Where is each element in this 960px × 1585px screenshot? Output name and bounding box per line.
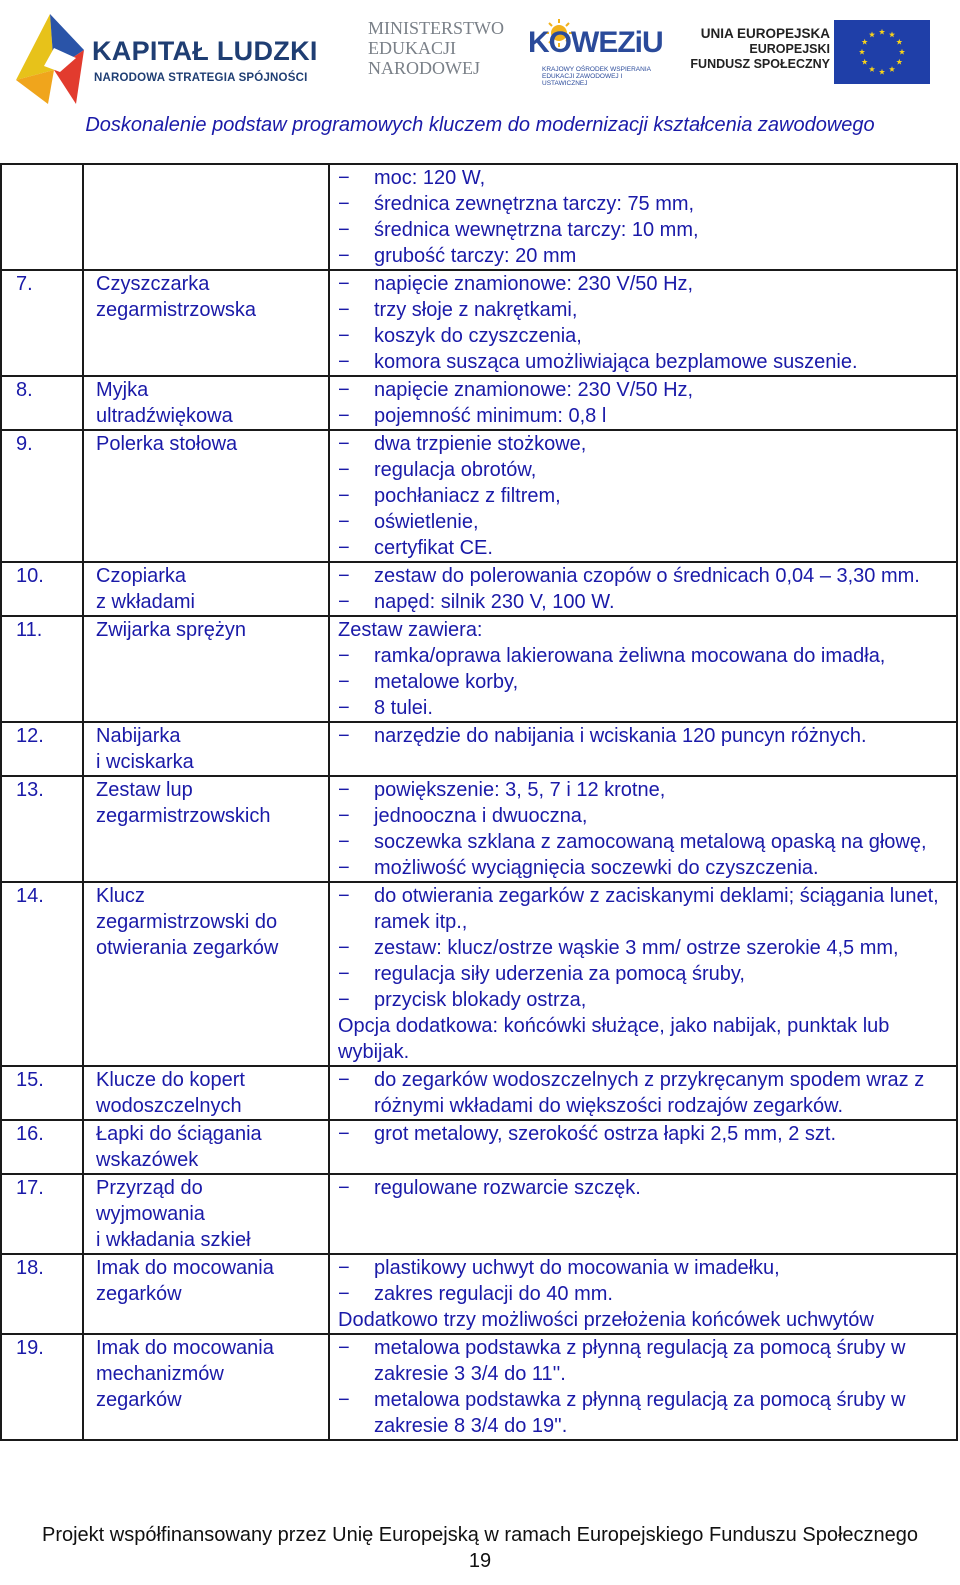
koweziu-subtitle: KRAJOWY OŚRODEK WSPIERANIA EDUKACJI ZAWODOWEJ I USTAWICZNEJ (542, 66, 651, 87)
item-name-line: Polerka stołowa (96, 433, 238, 455)
spec-text: zestaw: klucz/ostrze wąskie 3 mm/ ostrze szerokie 4,5 mm, (374, 937, 899, 959)
spec-list-item (338, 217, 950, 243)
dash-bullet: − (338, 167, 350, 189)
item-name-line: Zestaw lup (96, 779, 193, 801)
kapital-ludzki-subtitle: NARODOWA STRATEGIA SPÓJNOŚCI (94, 72, 308, 84)
spec-text: grot metalowy, szerokość ostrza łapki 2,5 mm, 2 szt. (374, 1123, 837, 1145)
item-name-cell (83, 376, 329, 430)
item-name-line: wyjmowania (96, 1203, 205, 1225)
dash-bullet: − (338, 459, 350, 481)
dash-bullet: − (338, 219, 350, 241)
page-header (0, 0, 960, 120)
item-name-line: Imak do mocowania (96, 1257, 274, 1279)
spec-list-item (338, 191, 950, 217)
spec-text: koszyk do czyszczenia, (374, 325, 582, 347)
table-row (1, 562, 957, 616)
dash-bullet: − (338, 1389, 350, 1411)
spec-list-item (338, 431, 950, 457)
row-number (1, 164, 83, 270)
item-spec-cell (329, 1254, 957, 1334)
spec-text: oświetlenie, (374, 511, 479, 533)
dash-bullet: − (338, 1177, 350, 1199)
item-name-cell (83, 616, 329, 722)
spec-list-item (338, 297, 950, 323)
row-number: 12. (1, 722, 83, 776)
spec-list-item (338, 509, 950, 535)
item-name-line: Zwijarka sprężyn (96, 619, 247, 641)
spec-text: średnica zewnętrzna tarczy: 75 mm, (374, 193, 695, 215)
dash-bullet: − (338, 245, 350, 267)
spec-list-item (338, 1175, 950, 1201)
dash-bullet: − (338, 379, 350, 401)
spec-text: dwa trzpienie stożkowe, (374, 433, 587, 455)
spec-list-item (338, 1255, 950, 1281)
eu-text (690, 26, 830, 72)
spec-list-item (338, 483, 950, 509)
item-name-line: i wciskarka (96, 751, 194, 773)
item-name-line: wodoszczelnych (96, 1095, 242, 1117)
row-number: 9. (1, 430, 83, 562)
table-row (1, 164, 957, 270)
spec-text: plastikowy uchwyt do mocowania w imadełku, (374, 1257, 780, 1279)
spec-list-item (338, 535, 950, 561)
spec-list-item (338, 777, 950, 803)
dash-bullet: − (338, 805, 350, 827)
item-name-cell (83, 1174, 329, 1254)
eu-line-2: EUROPEJSKI (749, 42, 830, 56)
dash-bullet: − (338, 725, 350, 747)
row-number: 8. (1, 376, 83, 430)
ministry-line: MINISTERSTWO (368, 18, 504, 38)
eu-flag-icon (834, 20, 930, 84)
table-row (1, 882, 957, 1066)
spec-text: zakres regulacji do 40 mm. (374, 1283, 613, 1305)
spec-list-item (338, 855, 950, 881)
spec-text: ramka/oprawa lakierowana żeliwna mocowana do imadła, (374, 645, 886, 667)
dash-bullet: − (338, 989, 350, 1011)
item-spec-cell (329, 164, 957, 270)
item-spec-cell (329, 1066, 957, 1120)
dash-bullet: − (338, 885, 350, 907)
dash-bullet: − (338, 537, 350, 559)
row-number: 14. (1, 882, 83, 1066)
item-name-cell (83, 1066, 329, 1120)
table-row (1, 1254, 957, 1334)
row-number: 10. (1, 562, 83, 616)
document-subtitle: Doskonalenie podstaw programowych kluczem do modernizacji kształcenia zawodowego (85, 114, 875, 136)
koweziu-brand: KOWEZiU (528, 26, 663, 59)
item-name-cell (83, 164, 329, 270)
item-name-cell (83, 270, 329, 376)
item-spec-cell (329, 1334, 957, 1440)
dash-bullet: − (338, 671, 350, 693)
row-number: 19. (1, 1334, 83, 1440)
spec-text: do zegarków wodoszczelnych z przykręcanym spodem wraz z różnymi wkładami do większości rodzajów zegarków. (374, 1069, 925, 1117)
spec-list-item (338, 563, 950, 589)
spec-list-item (338, 643, 950, 669)
item-name-line: mechanizmów (96, 1363, 224, 1385)
spec-list-item (338, 803, 950, 829)
item-name-cell (83, 1334, 329, 1440)
item-name-line: Klucz (96, 885, 145, 907)
row-number: 11. (1, 616, 83, 722)
table-row (1, 1174, 957, 1254)
koweziu-logo (528, 18, 663, 87)
dash-bullet: − (338, 325, 350, 347)
table-row (1, 616, 957, 722)
table-row (1, 270, 957, 376)
spec-list-item (338, 723, 950, 749)
table-row (1, 1120, 957, 1174)
item-name-line: i wkładania szkieł (96, 1229, 251, 1251)
spec-list-item (338, 457, 950, 483)
row-number: 13. (1, 776, 83, 882)
spec-text: metalowe korby, (374, 671, 519, 693)
spec-list-item (338, 1121, 950, 1147)
dash-bullet: − (338, 697, 350, 719)
spec-note: Opcja dodatkowa: końcówki służące, jako nabijak, punktak lub wybijak. (338, 1015, 890, 1063)
spec-text: powiększenie: 3, 5, 7 i 12 krotne, (374, 779, 666, 801)
spec-text: certyfikat CE. (374, 537, 493, 559)
item-name-line: Przyrząd do (96, 1177, 203, 1199)
kapital-ludzki-star-icon (14, 10, 86, 106)
item-spec-cell (329, 616, 957, 722)
table-row (1, 1334, 957, 1440)
item-name-line: zegarmistrzowskich (96, 805, 271, 827)
spec-text: pochłaniacz z filtrem, (374, 485, 561, 507)
spec-list-item (338, 935, 950, 961)
spec-text: pojemność minimum: 0,8 l (374, 405, 607, 427)
item-spec-cell (329, 882, 957, 1066)
page-number: 19 (468, 1550, 492, 1572)
spec-list-item (338, 1387, 950, 1439)
dash-bullet: − (338, 565, 350, 587)
item-name-cell (83, 882, 329, 1066)
dash-bullet: − (338, 1123, 350, 1145)
spec-text: napęd: silnik 230 V, 100 W. (374, 591, 615, 613)
kapital-ludzki-title: KAPITAŁ LUDZKI (92, 36, 318, 66)
item-spec-cell (329, 562, 957, 616)
spec-list-item (338, 165, 950, 191)
item-name-line: Myjka (96, 379, 149, 401)
dash-bullet: − (338, 485, 350, 507)
dash-bullet: − (338, 405, 350, 427)
item-name-cell (83, 1120, 329, 1174)
table-row (1, 1066, 957, 1120)
spec-list-item (338, 243, 950, 269)
spec-text: narzędzie do nabijania i wciskania 120 puncyn różnych. (374, 725, 867, 747)
spec-text: zestaw do polerowania czopów o średnicach 0,04 – 3,30 mm. (374, 565, 920, 587)
item-spec-cell (329, 270, 957, 376)
item-spec-cell (329, 1174, 957, 1254)
item-name-cell (83, 1254, 329, 1334)
dash-bullet: − (338, 193, 350, 215)
spec-list-item (338, 589, 950, 615)
item-name-line: Imak do mocowania (96, 1337, 274, 1359)
spec-list-item (338, 987, 950, 1013)
dash-bullet: − (338, 591, 350, 613)
dash-bullet: − (338, 645, 350, 667)
dash-bullet: − (338, 937, 350, 959)
spec-list-item (338, 961, 950, 987)
dash-bullet: − (338, 1069, 350, 1091)
ministry-line: EDUKACJI (368, 38, 456, 58)
item-name-line: otwierania zegarków (96, 937, 279, 959)
spec-list-item (338, 271, 950, 297)
item-name-line: Czopiarka (96, 565, 187, 587)
table-row (1, 376, 957, 430)
item-name-line: z wkładami (96, 591, 195, 613)
dash-bullet: − (338, 857, 350, 879)
spec-list-item (338, 377, 950, 403)
item-spec-cell (329, 776, 957, 882)
spec-text: 8 tulei. (374, 697, 433, 719)
dash-bullet: − (338, 1337, 350, 1359)
item-spec-cell (329, 1120, 957, 1174)
eu-line-3: FUNDUSZ SPOŁECZNY (690, 57, 830, 71)
eu-line-1: UNIA EUROPEJSKA (700, 26, 830, 41)
equipment-table (0, 163, 958, 1441)
footer-text: Projekt współfinansowany przez Unię Europejską w ramach Europejskiego Funduszu Społecznego (41, 1524, 919, 1546)
item-name-line: Czyszczarka (96, 273, 210, 295)
spec-list-item (338, 323, 950, 349)
dash-bullet: − (338, 1257, 350, 1279)
spec-list-item (338, 1067, 950, 1119)
spec-text: grubość tarczy: 20 mm (374, 245, 577, 267)
spec-text: napięcie znamionowe: 230 V/50 Hz, (374, 379, 694, 401)
row-number: 18. (1, 1254, 83, 1334)
table-row (1, 776, 957, 882)
spec-text: regulacja obrotów, (374, 459, 537, 481)
item-name-line: zegarków (96, 1283, 182, 1305)
dash-bullet: − (338, 963, 350, 985)
item-name-line: wskazówek (96, 1149, 199, 1171)
dash-bullet: − (338, 299, 350, 321)
dash-bullet: − (338, 511, 350, 533)
row-number: 17. (1, 1174, 83, 1254)
table-row (1, 722, 957, 776)
item-name-line: Nabijarka (96, 725, 181, 747)
item-name-line: zegarmistrzowski do (96, 911, 278, 933)
item-name-line: zegarmistrzowska (96, 299, 257, 321)
item-name-cell (83, 776, 329, 882)
spec-text: do otwierania zegarków z zaciskanymi deklami; ściągania lunet, ramek itp., (374, 885, 939, 933)
item-name-line: Klucze do kopert (96, 1069, 245, 1091)
spec-list-item (338, 403, 950, 429)
spec-text: możliwość wyciągnięcia soczewki do czyszczenia. (374, 857, 819, 879)
spec-text: trzy słoje z nakrętkami, (374, 299, 578, 321)
item-spec-cell (329, 722, 957, 776)
item-name-cell (83, 430, 329, 562)
ministry-line: NARODOWEJ (368, 58, 480, 78)
row-number: 15. (1, 1066, 83, 1120)
eu-logo (690, 20, 938, 90)
spec-text: średnica wewnętrzna tarczy: 10 mm, (374, 219, 699, 241)
spec-note: Zestaw zawiera: (338, 619, 483, 641)
spec-text: regulacja siły uderzenia za pomocą śruby, (374, 963, 745, 985)
row-number: 16. (1, 1120, 83, 1174)
item-name-cell (83, 562, 329, 616)
spec-text: jednooczna i dwuoczna, (374, 805, 588, 827)
dash-bullet: − (338, 273, 350, 295)
dash-bullet: − (338, 831, 350, 853)
spec-list-item (338, 695, 950, 721)
row-number: 7. (1, 270, 83, 376)
spec-text: komora susząca umożliwiająca bezplamowe suszenie. (374, 351, 858, 373)
spec-list-item (338, 669, 950, 695)
spec-text: metalowa podstawka z płynną regulacją za pomocą śruby w zakresie 8 3/4 do 19''. (374, 1389, 906, 1437)
spec-note: Dodatkowo trzy możliwości przełożenia końcówek uchwytów (338, 1309, 874, 1331)
spec-list-item (338, 1335, 950, 1387)
ministry-logo (368, 18, 518, 78)
item-name-line: Łapki do ściągania (96, 1123, 262, 1145)
spec-text: moc: 120 W, (374, 167, 486, 189)
spec-list-item (338, 349, 950, 375)
item-spec-cell (329, 376, 957, 430)
item-name-line: ultradźwiękowa (96, 405, 233, 427)
dash-bullet: − (338, 1283, 350, 1305)
item-name-cell (83, 722, 329, 776)
spec-text: regulowane rozwarcie szczęk. (374, 1177, 641, 1199)
dash-bullet: − (338, 351, 350, 373)
spec-text: napięcie znamionowe: 230 V/50 Hz, (374, 273, 694, 295)
spec-text: soczewka szklana z zamocowaną metalową opaską na głowę, (374, 831, 927, 853)
item-spec-cell (329, 430, 957, 562)
spec-text: metalowa podstawka z płynną regulacją za pomocą śruby w zakresie 3 3/4 do 11''. (374, 1337, 906, 1385)
spec-list-item (338, 1281, 950, 1307)
table-row (1, 430, 957, 562)
spec-text: przycisk blokady ostrza, (374, 989, 587, 1011)
item-name-line: zegarków (96, 1389, 182, 1411)
spec-list-item (338, 829, 950, 855)
spec-list-item (338, 883, 950, 935)
kapital-ludzki-logo (10, 6, 320, 106)
dash-bullet: − (338, 779, 350, 801)
dash-bullet: − (338, 433, 350, 455)
